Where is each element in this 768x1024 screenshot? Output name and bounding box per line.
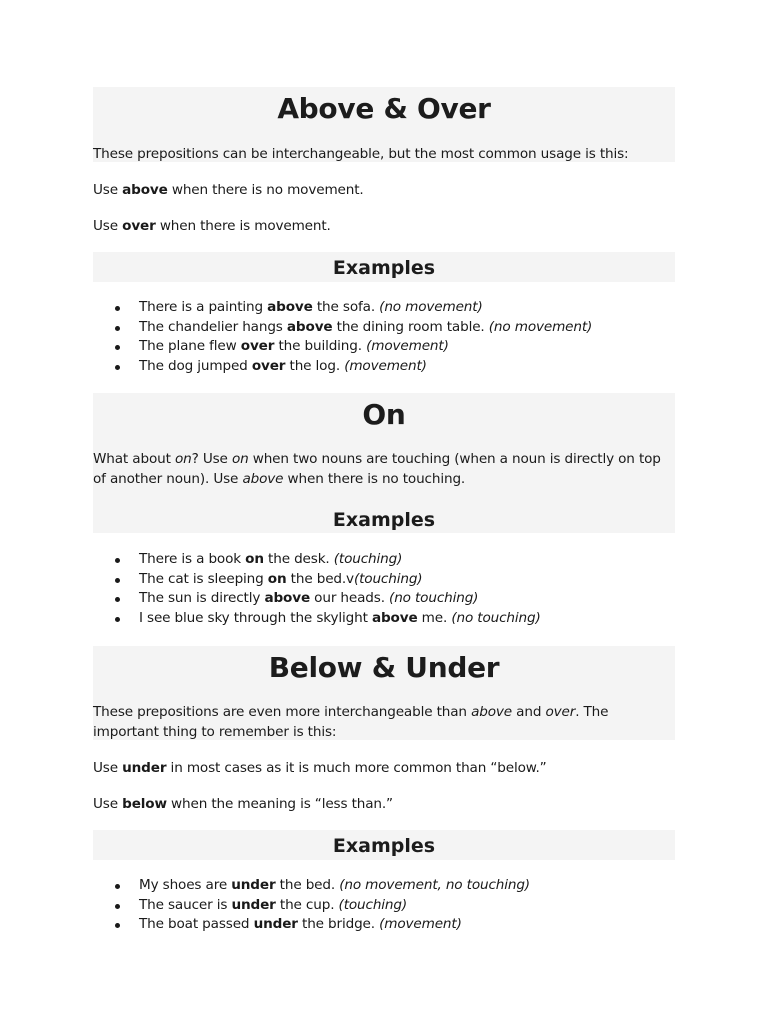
example-text: The chandelier hangs [139, 318, 287, 335]
example-keyword: over [240, 338, 275, 355]
example-note: (touching) [353, 570, 423, 587]
example-text: the bridge. [297, 916, 380, 933]
examples-heading: Examples [332, 835, 436, 857]
examples-list [93, 876, 675, 935]
rule-text: when there is movement. [155, 218, 331, 234]
example-text: the bed.v [286, 570, 354, 587]
section-title-on: On [362, 398, 406, 431]
example-keyword: on [245, 551, 264, 567]
example-text: There is a book [139, 551, 246, 567]
rule-text: when there is no movement. [167, 182, 364, 198]
example-keyword: above [371, 610, 418, 627]
list-item [139, 318, 675, 338]
example-keyword: under [231, 896, 276, 913]
example-text: the dining room table. [332, 318, 489, 335]
example-text: our heads. [310, 590, 390, 607]
intro-emphasis: on [174, 451, 192, 467]
rule-text: Use [93, 796, 123, 812]
example-note: (movement) [379, 916, 462, 933]
examples-list [93, 550, 675, 629]
list-item [139, 357, 675, 377]
rule-line [93, 758, 675, 778]
list-item [139, 896, 675, 916]
example-text: There is a painting [139, 299, 268, 315]
example-text: The saucer is [139, 896, 232, 913]
examples-list [93, 298, 675, 377]
list-item [139, 298, 675, 318]
rule-text: Use [93, 218, 123, 234]
section-title-above-over: Above & Over [277, 92, 491, 125]
example-text: The plane flew [139, 338, 241, 355]
example-note: (no touching) [451, 610, 541, 627]
intro-emphasis: over [545, 704, 576, 720]
intro-text: . The important thing to remember is this: [93, 704, 609, 740]
example-note: (no movement, no touching) [339, 877, 530, 893]
example-note: (no movement) [379, 299, 483, 315]
example-keyword: above [264, 590, 311, 607]
list-item [139, 337, 675, 357]
example-text: the desk. [263, 551, 334, 567]
example-text: The dog jumped [139, 358, 252, 375]
example-text: The sun is directly [139, 590, 265, 607]
rule-text: in most cases as it is much more common than “below.” [166, 760, 547, 776]
rule-line [93, 794, 675, 814]
section-title-below-under: Below & Under [268, 651, 500, 684]
intro-text: when two nouns are touching (when a noun is directly on top of another noun). Use [93, 451, 661, 487]
list-item [139, 609, 675, 629]
intro-paragraph [93, 702, 675, 742]
example-keyword: above [286, 318, 333, 335]
example-text: me. [417, 610, 452, 627]
intro-text: when there is no touching. [283, 471, 466, 487]
example-note: (movement) [344, 358, 427, 375]
example-text: the bed. [275, 877, 340, 893]
example-keyword: under [253, 916, 298, 933]
list-item [139, 570, 675, 590]
example-keyword: above [267, 299, 313, 315]
example-note: (touching) [338, 896, 408, 913]
example-text: the log. [285, 358, 345, 375]
examples-heading: Examples [332, 257, 436, 279]
rule-keyword: below [122, 796, 167, 812]
intro-text: These prepositions are even more interchangeable than [93, 704, 472, 720]
rule-text: when the meaning is “less than.” [166, 796, 393, 812]
rule-text: Use [93, 760, 123, 776]
examples-heading: Examples [332, 509, 436, 531]
list-item [139, 876, 675, 896]
example-keyword: on [267, 570, 287, 587]
intro-text: What about [93, 451, 175, 467]
rule-text: Use [93, 182, 123, 198]
example-text: My shoes are [139, 877, 232, 893]
list-item [139, 915, 675, 935]
example-text: I see blue sky through the skylight [139, 610, 372, 627]
rule-keyword: over [122, 218, 156, 234]
intro-paragraph: These prepositions can be interchangeable, but the most common usage is this: [93, 146, 629, 162]
rule-keyword: above [122, 182, 168, 198]
example-note: (movement) [366, 338, 449, 355]
example-text: the cup. [275, 896, 339, 913]
intro-text: and [512, 704, 546, 720]
intro-emphasis: above [242, 471, 284, 487]
example-text: The cat is sleeping [139, 570, 268, 587]
intro-paragraph [93, 449, 675, 489]
example-note: (no touching) [389, 590, 479, 607]
example-text: the sofa. [312, 299, 380, 315]
intro-text: ? Use [191, 451, 232, 467]
rule-line [93, 216, 675, 236]
example-text: The boat passed [139, 916, 254, 933]
example-keyword: over [251, 358, 286, 375]
intro-emphasis: above [471, 704, 512, 720]
example-note: (no movement) [488, 318, 593, 335]
example-note: (touching) [333, 551, 403, 567]
intro-emphasis: on [231, 451, 249, 467]
list-item [139, 589, 675, 609]
rule-keyword: under [122, 760, 167, 776]
example-text: the building. [274, 338, 367, 355]
example-keyword: under [231, 877, 276, 893]
list-item [139, 550, 675, 570]
rule-line [93, 180, 675, 200]
